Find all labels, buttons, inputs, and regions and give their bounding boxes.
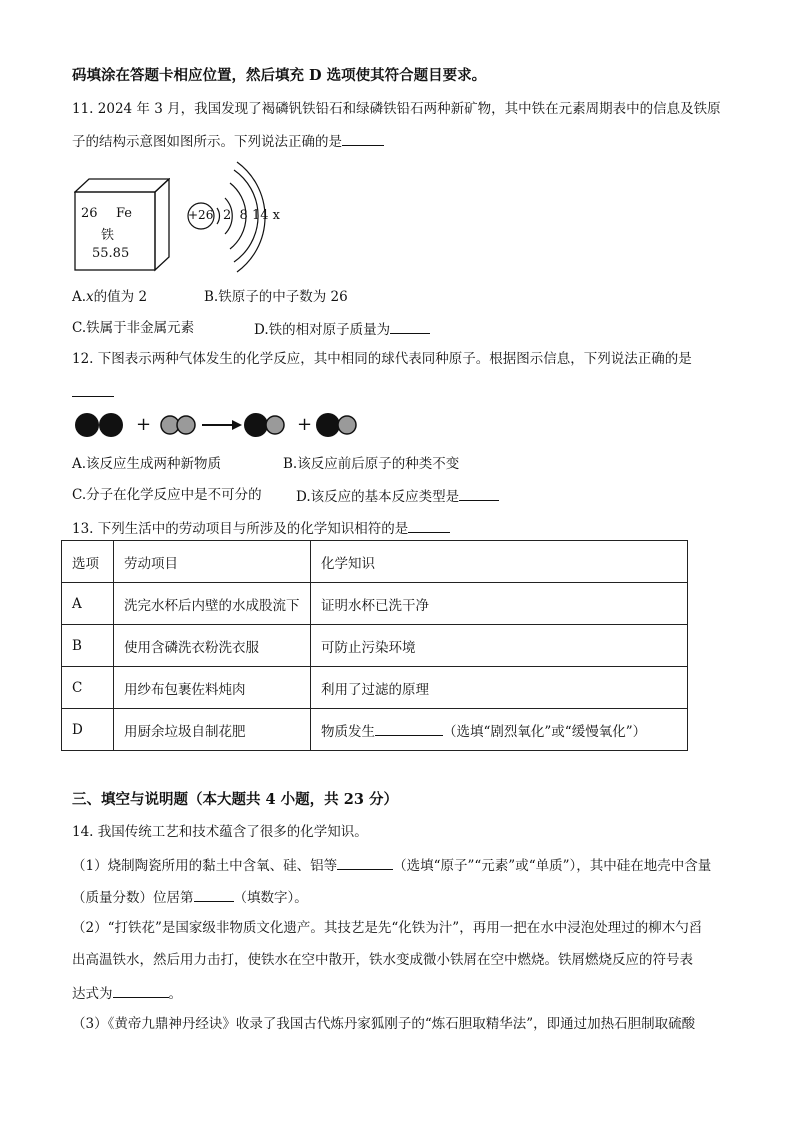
table-cell: 可防止污染环境 [311,625,688,667]
q11-option-d [254,319,430,339]
table-cell: D [62,709,114,751]
q11-stem-line1: 11. 2024 年 3 月，我国发现了褐磷钒铁铅石和绿磷铁铅石两种新矿物，其中铁在元素周期表中的信息及铁原 [72,101,721,117]
q11-option-a-var: x [86,289,94,305]
q14-part2-line1: （2）“打铁花”是国家级非物质文化遗产。其技艺是先“化铁为汁”，再用一把在水中浸泡处理过的柳木勺舀 [72,920,703,936]
table-cell-hint: （选填“剧烈氧化”或“缓慢氧化”） [443,723,647,740]
table-cell: B [62,625,114,667]
element-symbol: Fe [116,206,133,221]
table-header-cell: 劳动项目 [114,541,311,583]
table-cell: 利用了过滤的原理 [311,667,688,709]
reaction-arrow-head [232,420,242,430]
q14-part2-line2: 出高温铁水，然后用力击打，使铁水在空中散开，铁水变成微小铁屑在空中燃烧。铁屑燃烧反应的符号表 [72,952,693,968]
atomic-mass: 55.85 [92,246,130,261]
answer-blank [390,319,430,334]
q12-stem-line1: 12. 下图表示两种气体发生的化学反应，其中相同的球代表同种原子。根据图示信息，下列说法正确的是 [72,351,692,367]
table-cell: 用厨余垃圾自制花肥 [114,709,311,751]
product2-atom-dark [316,413,340,437]
reactant1-atom-dark [75,413,99,437]
q14-text: （选填“原子”“元素”或“单质”），其中硅在地壳中含量 [393,858,712,874]
atom-structure-diagram [182,160,302,280]
answer-blank [375,721,443,736]
answer-blank [342,131,384,146]
q14-text: （1）烧制陶瓷所用的黏土中含氧、硅、铝等 [72,858,338,874]
table-header-cell: 选项 [62,541,114,583]
table-cell: A [62,583,114,625]
answer-blank [72,382,114,397]
q14-part3-line1: （3）《黄帝九鼎神丹经诀》收录了我国古代炼丹家狐刚子的“炼石胆取精华法”，即通过加热石胆制取硫酸 [72,1016,696,1032]
answer-blank [194,887,234,902]
q12-option-d-text: D.该反应的基本反应类型是 [296,489,460,505]
table-cell: 用纱布包裹佐料炖肉 [114,667,311,709]
table-header-row [62,541,688,583]
table-cell-text: 物质发生 [321,723,375,740]
product2-atom-gray [338,416,356,434]
q11-stem-text: 子的结构示意图如图所示。下列说法正确的是 [72,134,342,150]
plus-sign: + [297,414,313,435]
product1-atom-dark [244,413,268,437]
q12-option-c: C.分子在化学反应中是不可分的 [72,487,262,503]
q11-option-d-text: D.铁的相对原子质量为 [254,322,391,338]
atomic-number: 26 [81,206,98,221]
answer-blank [459,486,499,501]
reaction-molecule-diagram [72,405,372,445]
table-row [62,625,688,667]
q14-text: （填数字）。 [233,890,308,906]
q11-option-b: B.铁原子的中子数为 26 [204,289,348,305]
table-header-cell: 化学知识 [311,541,688,583]
plus-sign: + [136,414,152,435]
q11-option-a-label: A. [72,289,87,305]
q12-option-a: A.该反应生成两种新物质 [72,456,222,472]
shell-electron-counts: 2 8 14 x [223,208,280,223]
reactant1-atom-dark [99,413,123,437]
table-cell: 证明水杯已洗干净 [311,583,688,625]
q14-part2-line3 [72,983,182,1003]
answer-blank [113,983,169,998]
table-row [62,667,688,709]
q12-option-b: B.该反应前后原子的种类不变 [283,456,460,472]
q14-text: 达式为 [72,986,113,1002]
q14-stem: 14. 我国传统工艺和技术蕴含了很多的化学知识。 [72,824,368,840]
table-row [62,709,688,751]
q11-option-a [72,288,147,306]
intro-instruction: 码填涂在答题卡相应位置，然后填充 D 选项使其符合题目要求。 [72,67,487,84]
q12-option-d [296,486,499,506]
table-cell [311,709,688,751]
table-cell: C [62,667,114,709]
reactant2-atom-gray [177,416,195,434]
q14-text: 。 [168,986,182,1002]
element-name: 铁 [101,228,115,243]
q11-option-a-text: 的值为 2 [93,289,148,305]
q14-text: （质量分数）位居第 [72,890,194,906]
q13-stem [72,518,450,538]
molecule-balls [72,405,372,445]
table-row [62,583,688,625]
answer-blank [337,855,393,870]
q13-table [61,540,688,751]
table-cell: 使用含磷洗衣粉洗衣服 [114,625,311,667]
section-title: 三、填空与说明题（本大题共 4 小题，共 23 分） [72,791,398,808]
q11-option-c: C.铁属于非金属元素 [72,320,195,336]
product1-atom-gray [266,416,284,434]
q14-part1-line1 [72,855,711,875]
answer-blank [408,518,450,533]
q14-part1-line2 [72,887,308,907]
nucleus-charge: +26 [188,208,214,222]
element-tile-iron [74,178,170,272]
q12-stem-blank-line [72,382,114,402]
q11-stem-line2 [72,131,384,151]
table-cell: 洗完水杯后内壁的水成股流下 [114,583,311,625]
q13-stem-text: 13. 下列生活中的劳动项目与所涉及的化学知识相符的是 [72,521,409,537]
